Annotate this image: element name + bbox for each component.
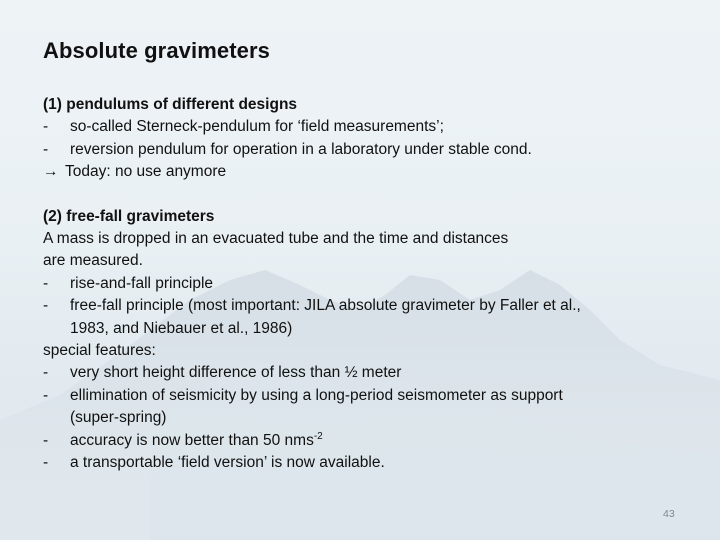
superscript-exponent: -2: [313, 430, 323, 442]
slide-body: [43, 94, 703, 475]
slide-title: Absolute gravimeters: [43, 38, 270, 63]
list-item: - ellimination of seismicity by using a long-period seismometer as support: [43, 386, 563, 404]
features-label: special features:: [43, 342, 156, 360]
right-arrow-icon: →: [43, 163, 59, 181]
page-number: 43: [663, 508, 675, 520]
conclusion-line: → Today: no use anymore: [43, 161, 703, 183]
list-item: - accuracy is now better than 50 nms$^{-2}$: [43, 430, 323, 449]
section2-intro-line: are measured.: [43, 252, 143, 270]
list-item: - reversion pendulum for operation in a laboratory under stable cond.: [43, 140, 532, 158]
list-item: - rise-and-fall principle: [43, 274, 214, 292]
list-item: - so-called Sterneck-pendulum for ‘field measurements’;: [43, 118, 444, 136]
list-item: - a transportable ‘field version’ is now available.: [43, 454, 385, 472]
section1-heading: (1) pendulums of different designs: [43, 96, 298, 113]
spacer: [43, 184, 703, 206]
section2-heading: (2) free-fall gravimeters: [43, 207, 215, 225]
list-item-continuation: 1983, and Niebauer et al., 1986): [70, 319, 293, 337]
list-item: - very short height difference of less than ½ meter: [43, 364, 402, 382]
list-item-continuation: (super-spring): [70, 409, 167, 427]
list-item: - free-fall principle (most important: JILA absolute gravimeter by Faller et al.,: [43, 297, 581, 315]
section2-intro-line: A mass is dropped in an evacuated tube and the time and distances: [43, 230, 509, 248]
